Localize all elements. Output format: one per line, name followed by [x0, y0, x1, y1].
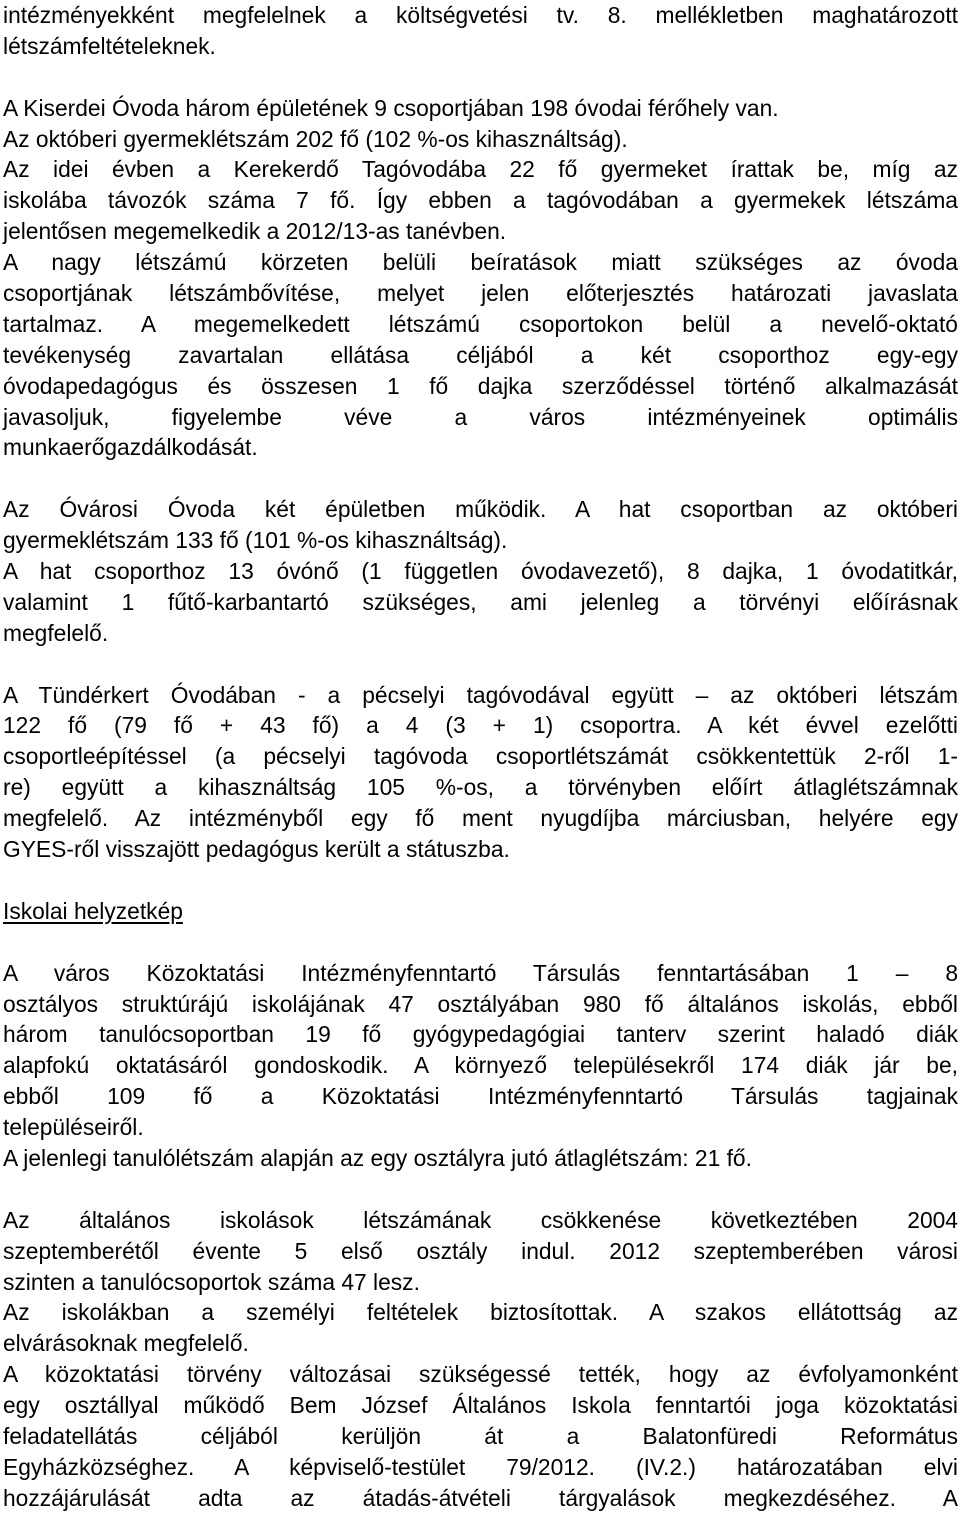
text-line: tartalmaz. A megemelkedett létszámú csoportokon belül a nevelő-oktató: [3, 310, 958, 337]
text-line: munkaerőgazdálkodását.: [3, 434, 258, 461]
text-line: 122 fő (79 fő + 43 fő) a 4 (3 + 1) csoportra. A két évvel ezelőtti: [3, 712, 958, 739]
text-line: Az idei évben a Kerekerdő Tagóvodába 22 fő gyermeket írattak be, míg az: [3, 156, 958, 183]
text-line: A nagy létszámú körzeten belüli beíratások miatt szükséges az óvoda: [3, 249, 958, 276]
text-line: egy osztállyal működő Bem József Általános Iskola fenntartói joga közoktatási: [3, 1392, 958, 1419]
paragraph-iskolai-tarsulas: [3, 958, 958, 1174]
text-line: ebből 109 fő a Közoktatási Intézményfenntartó Társulás tagjainak: [3, 1083, 958, 1110]
text-line: gyermeklétszám 133 fő (101 %-os kihasználtság).: [3, 527, 508, 554]
text-line: intézményekként megfelelnek a költségvetési tv. 8. mellékletben maghatározott: [3, 2, 958, 28]
text-line: feladatellátás céljából kerüljön át a Balatonfüredi Református: [3, 1422, 958, 1449]
paragraph-tunderkert-ovoda: [3, 680, 958, 865]
paragraph-intro: [3, 0, 958, 62]
text-line: alapfokú oktatásáról gondoskodik. A környező településekről 174 diák jár be,: [3, 1052, 958, 1079]
text-line: valamint 1 fűtő-karbantartó szükséges, ami jelenleg a törvényi előírásnak: [3, 588, 958, 615]
text-line: Egyházközséghez. A képviselő-testület 79/2012. (IV.2.) határozatában elvi: [3, 1453, 958, 1480]
text-line: szinten a tanulócsoportok száma 47 lesz.: [3, 1268, 420, 1295]
text-line: Az általános iskolások létszámának csökkenése következtében 2004: [3, 1206, 958, 1233]
paragraph-kiserdei-ovoda: [3, 93, 958, 464]
text-line: A város Közoktatási Intézményfenntartó Társulás fenntartásában 1 – 8: [3, 959, 958, 986]
paragraph-ovarosi-ovoda: [3, 494, 958, 648]
text-line: Az októberi gyermeklétszám 202 fő (102 %-os kihasználtság).: [3, 125, 628, 152]
text-line: Az Óvárosi Óvoda két épületben működik. A hat csoportban az októberi: [3, 496, 958, 523]
text-line: elvárásoknak megfelelő.: [3, 1330, 249, 1357]
text-line: megfelelő.: [3, 619, 109, 646]
text-line: településeiről.: [3, 1114, 144, 1141]
text-line: A közoktatási törvény változásai szükségessé tették, hogy az évfolyamonként: [3, 1361, 958, 1388]
text-line: jelentősen megemelkedik a 2012/13-as tanévben.: [3, 218, 507, 245]
text-line: re) együtt a kihasználtság 105 %-os, a törvényben előírt átlaglétszámnak: [3, 774, 958, 801]
text-line: GYES-ről visszajött pedagógus került a státuszba.: [3, 836, 510, 863]
text-line: iskolába távozók száma 7 fő. Így ebben a tagóvodában a gyermekek létszáma: [3, 187, 958, 214]
text-line: csoportleépítéssel (a pécselyi tagóvoda csoportlétszámát csökkentettük 2-ről 1-: [3, 743, 958, 770]
text-line: Az iskolákban a személyi feltételek biztosítottak. A szakos ellátottság az: [3, 1299, 958, 1326]
section-heading: Iskolai helyzetkép: [3, 897, 183, 924]
text-line: megfelelő. Az intézményből egy fő ment nyugdíjba márciusban, helyére egy: [3, 805, 958, 832]
text-line: A Tündérkert Óvodában - a pécselyi tagóvodával együtt – az októberi létszám: [3, 681, 958, 708]
text-line: hozzájárulását adta az átadás-átvételi tárgyalások megkezdéséhez. A: [3, 1484, 958, 1511]
text-line: javasoljuk, figyelembe véve a város intézményeinek optimális: [3, 403, 958, 430]
text-line: tevékenység zavartalan ellátása céljából a két csoporthoz egy-egy: [3, 341, 958, 368]
text-line: szeptemberétől évente 5 első osztály indul. 2012 szeptemberében városi: [3, 1237, 958, 1264]
text-line: csoportjának létszámbővítése, melyet jelen előterjesztés határozati javaslata: [3, 280, 958, 307]
text-line: A Kiserdei Óvoda három épületének 9 csoportjában 198 óvodai férőhely van.: [3, 94, 779, 121]
text-line: létszámfeltételeknek.: [3, 32, 216, 59]
text-line: óvodapedagógus és összesen 1 fő dajka szerződéssel történő alkalmazását: [3, 372, 958, 399]
text-line: osztályos struktúrájú iskolájának 47 osztályában 980 fő általános iskolás, ebből: [3, 990, 958, 1017]
text-line: három tanulócsoportban 19 fő gyógypedagógiai tanterv szerint haladó diák: [3, 1021, 958, 1048]
document-page: [3, 0, 958, 1514]
text-line: A hat csoporthoz 13 óvónő (1 független óvodavezető), 8 dajka, 1 óvodatitkár,: [3, 558, 958, 585]
text-line: A jelenlegi tanulólétszám alapján az egy osztályra jutó átlaglétszám: 21 fő.: [3, 1144, 752, 1171]
paragraph-iskolai-letszam: [3, 1205, 958, 1514]
